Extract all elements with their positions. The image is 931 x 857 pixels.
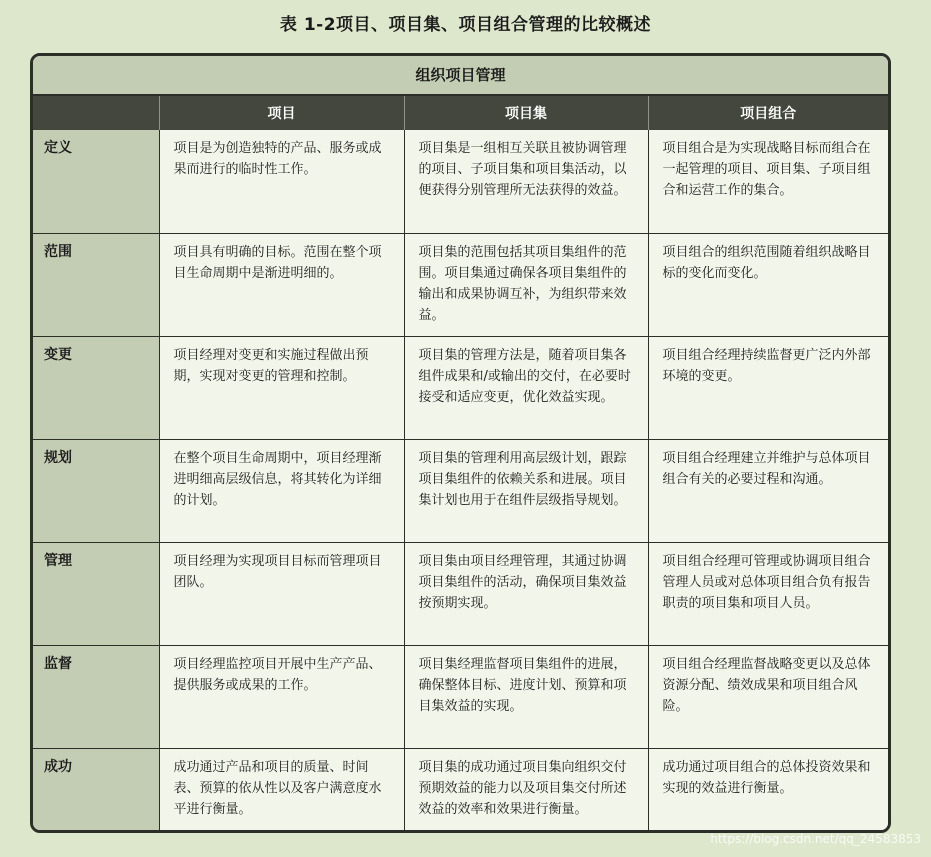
project-cell: 项目是为创造独特的产品、服务或成果而进行的临时性工作。 <box>159 130 404 233</box>
project-cell: 项目具有明确的目标。范围在整个项目生命周期中是渐进明细的。 <box>159 233 404 336</box>
portfolio-cell: 项目组合经理监督战略变更以及总体资源分配、绩效成果和项目组合风险。 <box>648 645 888 748</box>
table-row-planning <box>33 439 888 542</box>
portfolio-cell: 项目组合是为实现战略目标而组合在一起管理的项目、项目集、子项目组合和运营工作的集合。 <box>648 130 888 233</box>
program-cell: 项目集经理监督项目集组件的进展，确保整体目标、进度计划、预算和项目集效益的实现。 <box>404 645 648 748</box>
row-label: 范围 <box>33 233 159 336</box>
table-caption: 表 1-2项目、项目集、项目组合管理的比较概述 <box>279 15 652 35</box>
table-row-success <box>33 748 888 833</box>
comparison-table <box>33 96 888 833</box>
row-label: 监督 <box>33 645 159 748</box>
portfolio-cell: 项目组合的组织范围随着组织战略目标的变化而变化。 <box>648 233 888 336</box>
org-project-management-header: 组织项目管理 <box>33 56 888 96</box>
portfolio-cell: 成功通过项目组合的总体投资效果和实现的效益进行衡量。 <box>648 748 888 833</box>
program-cell: 项目集由项目经理管理，其通过协调项目集组件的活动，确保项目集效益按预期实现。 <box>404 542 648 645</box>
watermark-url: https://blog.csdn.net/qq_24583853 <box>710 832 921 846</box>
program-cell: 项目集的管理方法是，随着项目集各组件成果和/或输出的交付，在必要时接受和适应变更，优化效益实现。 <box>404 336 648 439</box>
table-row-definition <box>33 130 888 233</box>
column-header-project: 项目 <box>159 96 404 130</box>
table-row-scope <box>33 233 888 336</box>
project-cell: 项目经理监控项目开展中生产产品、提供服务或成果的工作。 <box>159 645 404 748</box>
column-header-program: 项目集 <box>404 96 648 130</box>
row-label: 变更 <box>33 336 159 439</box>
portfolio-cell: 项目组合经理建立并维护与总体项目组合有关的必要过程和沟通。 <box>648 439 888 542</box>
table-row-monitoring <box>33 645 888 748</box>
portfolio-cell: 项目组合经理可管理或协调项目组合管理人员或对总体项目组合负有报告职责的项目集和项目人员。 <box>648 542 888 645</box>
program-cell: 项目集的范围包括其项目集组件的范围。项目集通过确保各项目集组件的输出和成果协调互补，为组织带来效益。 <box>404 233 648 336</box>
project-cell: 成功通过产品和项目的质量、时间表、预算的依从性以及客户满意度水平进行衡量。 <box>159 748 404 833</box>
project-cell: 项目经理为实现项目目标而管理项目团队。 <box>159 542 404 645</box>
portfolio-cell: 项目组合经理持续监督更广泛内外部环境的变更。 <box>648 336 888 439</box>
column-header-blank <box>33 96 159 130</box>
table-row-management <box>33 542 888 645</box>
row-label: 成功 <box>33 748 159 833</box>
row-label: 定义 <box>33 130 159 233</box>
column-header-row <box>33 96 888 130</box>
column-header-portfolio: 项目组合 <box>648 96 888 130</box>
program-cell: 项目集的成功通过项目集向组织交付预期效益的能力以及项目集交付所述效益的效率和效果进行衡量。 <box>404 748 648 833</box>
project-cell: 项目经理对变更和实施过程做出预期，实现对变更的管理和控制。 <box>159 336 404 439</box>
project-cell: 在整个项目生命周期中，项目经理渐进明细高层级信息，将其转化为详细的计划。 <box>159 439 404 542</box>
row-label: 规划 <box>33 439 159 542</box>
program-cell: 项目集的管理利用高层级计划，跟踪项目集组件的依赖关系和进展。项目集计划也用于在组件层级指导规划。 <box>404 439 648 542</box>
comparison-table-frame <box>30 53 891 833</box>
row-label: 管理 <box>33 542 159 645</box>
program-cell: 项目集是一组相互关联且被协调管理的项目、子项目集和项目集活动，以便获得分别管理所无法获得的效益。 <box>404 130 648 233</box>
table-row-change <box>33 336 888 439</box>
